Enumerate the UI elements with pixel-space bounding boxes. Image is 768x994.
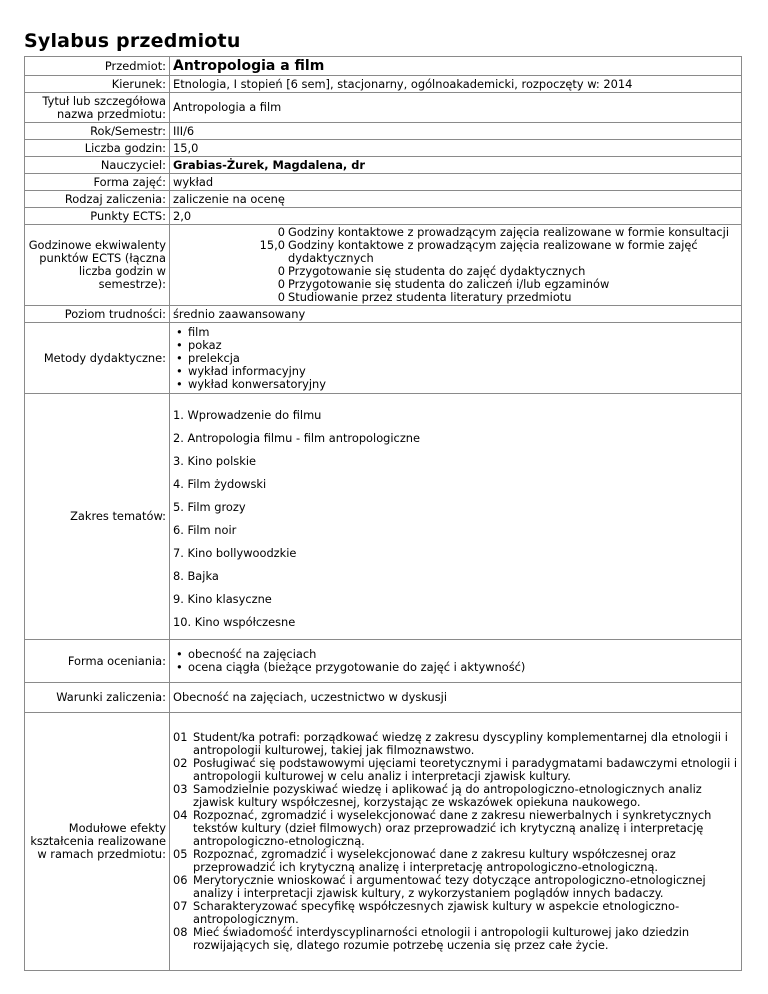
label-warunki: Warunki zaliczenia: — [25, 683, 170, 713]
row-metody — [25, 323, 742, 394]
grading-list — [173, 648, 738, 674]
effect-text: Rozpoznać, zgromadzić i wyselekcjonować dane z zakresu kultury współczesnej oraz przeprowadzić ich krytyczną analizę i interpretację antropologiczno-etnologiczną. — [193, 847, 676, 874]
effect-item — [173, 809, 738, 848]
effect-text: Mieć świadomość interdyscyplinarności etnologii i antropologii kulturowej jako dziedzin rozwijających się, dlatego rozumie potrzebę uczenia się przez całe życie. — [193, 925, 690, 952]
page-title: Sylabus przedmiotu — [24, 30, 241, 52]
row-ects — [25, 208, 742, 225]
value-warunki: Obecność na zajęciach, uczestnictwo w dyskusji — [170, 683, 742, 713]
effect-item — [173, 874, 738, 900]
methods-list — [173, 326, 738, 391]
topic-item: 6. Film noir — [173, 522, 237, 537]
hours-item — [173, 239, 738, 265]
effect-text: Posługiwać się podstawowymi ujęciami teoretycznymi i paradygmatami badawczymi etnologii i antropologii kulturowej w celu analiz i interpretacji zjawisk kultury. — [193, 756, 738, 783]
value-ects: 2,0 — [170, 208, 742, 225]
list-item: • wykład informacyjny — [176, 365, 738, 378]
row-godzinowe — [25, 225, 742, 306]
syllabus-table — [24, 56, 742, 971]
hours-num: 0 — [277, 264, 285, 278]
topic-item: 10. Kino współczesne — [173, 614, 296, 629]
effect-num: 04 — [173, 808, 188, 822]
hours-num: 0 — [277, 225, 285, 239]
row-kierunek — [25, 76, 742, 93]
label-tytul: Tytuł lub szczegółowa nazwa przedmiotu: — [25, 93, 170, 123]
row-efekty — [25, 713, 742, 971]
topic-item: 2. Antropologia filmu - film antropologiczne — [173, 430, 421, 445]
list-item: • obecność na zajęciach — [176, 648, 738, 661]
value-forma-oceniania — [170, 640, 742, 683]
hours-text: Godziny kontaktowe z prowadzącym zajęcia realizowane w formie zajęć dydaktycznych — [288, 238, 698, 265]
hours-item — [173, 291, 738, 304]
row-warunki — [25, 683, 742, 713]
effect-item — [173, 900, 738, 926]
topic-item: 3. Kino polskie — [173, 453, 256, 468]
value-liczba: 15,0 — [170, 140, 742, 157]
effect-item — [173, 926, 738, 952]
row-forma-zajec — [25, 174, 742, 191]
list-item: • ocena ciągła (bieżące przygotowanie do zajęć i aktywność) — [176, 661, 738, 674]
value-tytul: Antropologia a film — [170, 93, 742, 123]
hours-text: Przygotowanie się studenta do zajęć dydaktycznych — [288, 264, 586, 278]
effect-item — [173, 848, 738, 874]
topic-item: 4. Film żydowski — [173, 476, 267, 491]
value-rok: III/6 — [170, 123, 742, 140]
effect-num: 06 — [173, 873, 188, 887]
effect-text: Merytorycznie wnioskować i argumentować tezy dotyczące antropologiczno-etnologicznej analizy i interpretacji zjawisk kultury, z wykorzystaniem poglądów innych badaczy. — [193, 873, 706, 900]
label-rodzaj: Rodzaj zaliczenia: — [25, 191, 170, 208]
row-rodzaj — [25, 191, 742, 208]
topic-item: 5. Film grozy — [173, 499, 246, 514]
topic-item: 8. Bajka — [173, 568, 219, 583]
value-nauczyciel: Grabias-Żurek, Magdalena, dr — [170, 157, 742, 174]
row-przedmiot — [25, 57, 742, 76]
label-ects: Punkty ECTS: — [25, 208, 170, 225]
row-tytul — [25, 93, 742, 123]
label-forma-oceniania: Forma oceniania: — [25, 640, 170, 683]
topic-item: 1. Wprowadzenie do filmu — [173, 407, 322, 422]
hours-text: Studiowanie przez studenta literatury przedmiotu — [288, 290, 572, 304]
label-kierunek: Kierunek: — [25, 76, 170, 93]
effect-text: Scharakteryzować specyfikę współczesnych zjawisk kultury w aspekcie etnologiczno-antropologicznym. — [193, 899, 680, 926]
effect-text: Student/ka potrafi: porządkować wiedzę z zakresu dyscypliny komplementarnej dla etnologii i antropologii kulturowej, takiej jak filmoznawstwo. — [193, 730, 728, 757]
list-item: • wykład konwersatoryjny — [176, 378, 738, 391]
list-item: • pokaz — [176, 339, 738, 352]
effect-item — [173, 783, 738, 809]
label-metody: Metody dydaktyczne: — [25, 323, 170, 394]
effect-text: Rozpoznać, zgromadzić i wyselekcjonować dane z zakresu niewerbalnych i synkretycznych tekstów kultury (dzieł filmowych) oraz przeprowadzić ich krytyczną analizę i interpretację antropologiczno-etnologiczną. — [193, 808, 712, 848]
effect-item — [173, 731, 738, 757]
value-kierunek: Etnologia, I stopień [6 sem], stacjonarny, ogólnoakademicki, rozpoczęty w: 2014 — [170, 76, 742, 93]
row-forma-oceniania — [25, 640, 742, 683]
label-przedmiot: Przedmiot: — [25, 57, 170, 76]
effect-num: 07 — [173, 899, 188, 913]
value-poziom: średnio zaawansowany — [170, 306, 742, 323]
label-liczba: Liczba godzin: — [25, 140, 170, 157]
hours-num: 0 — [277, 277, 285, 291]
hours-text: Przygotowanie się studenta do zaliczeń i/lub egzaminów — [288, 277, 610, 291]
effect-item — [173, 757, 738, 783]
effect-num: 08 — [173, 925, 188, 939]
hours-num: 0 — [277, 290, 285, 304]
row-rok — [25, 123, 742, 140]
label-forma-zajec: Forma zajęć: — [25, 174, 170, 191]
hours-num: 15,0 — [259, 238, 285, 252]
value-rodzaj: zaliczenie na ocenę — [170, 191, 742, 208]
effect-text: Samodzielnie pozyskiwać wiedzę i aplikować ją do antropologiczno-etnologicznych analiz zjawisk kultury współczesnej, korzystając ze wskazówek opiekuna naukowego. — [193, 782, 702, 809]
label-poziom: Poziom trudności: — [25, 306, 170, 323]
value-forma-zajec: wykład — [170, 174, 742, 191]
value-zakres — [170, 394, 742, 640]
value-przedmiot: Antropologia a film — [170, 57, 742, 76]
row-zakres — [25, 394, 742, 640]
row-liczba — [25, 140, 742, 157]
topic-item: 7. Kino bollywoodzkie — [173, 545, 297, 560]
list-item: • prelekcja — [176, 352, 738, 365]
effect-num: 03 — [173, 782, 188, 796]
effect-num: 01 — [173, 730, 188, 744]
effect-num: 02 — [173, 756, 188, 770]
label-rok: Rok/Semestr: — [25, 123, 170, 140]
label-nauczyciel: Nauczyciel: — [25, 157, 170, 174]
label-godzinowe: Godzinowe ekwiwalenty punktów ECTS (łączna liczba godzin w semestrze): — [25, 225, 170, 306]
row-poziom — [25, 306, 742, 323]
hours-text: Godziny kontaktowe z prowadzącym zajęcia realizowane w formie konsultacji — [288, 225, 730, 239]
label-efekty: Modułowe efekty kształcenia realizowane w ramach przedmiotu: — [25, 713, 170, 971]
topic-item: 9. Kino klasyczne — [173, 591, 272, 606]
value-metody — [170, 323, 742, 394]
row-nauczyciel — [25, 157, 742, 174]
label-zakres: Zakres tematów: — [25, 394, 170, 640]
effect-num: 05 — [173, 847, 188, 861]
list-item: • film — [176, 326, 738, 339]
value-efekty — [170, 713, 742, 971]
value-godzinowe — [170, 225, 742, 306]
